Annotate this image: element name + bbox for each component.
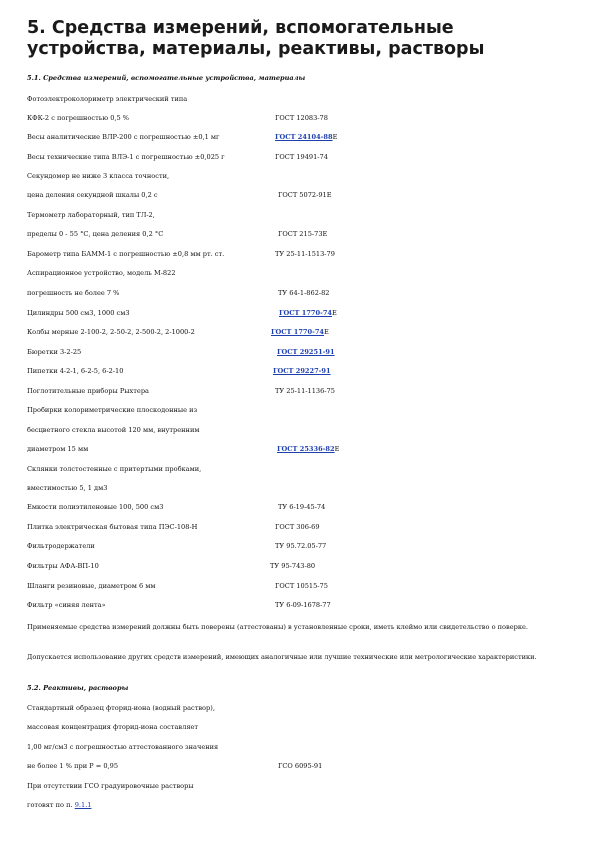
- list-item-text: Плитка электрическая бытовая типа ПЭС-108-Н: [27, 523, 198, 531]
- list-item-text: Термометр лабораторный, тип ТЛ-2,: [27, 211, 155, 219]
- list-item-standard-ref: ГОСТ 215-73Е: [278, 230, 328, 238]
- last-line-text: готовят по п.: [27, 801, 75, 809]
- list-item-standard-ref: ТУ 25-11-1513-79: [275, 250, 335, 258]
- list-item-standard-ref: ГОСТ 306-69: [275, 523, 320, 531]
- list-item-text: Пробирки колориметрические плоскодонные из: [27, 406, 198, 414]
- list-item-text: бесцветного стекла высотой 120 мм, внутренним: [27, 426, 200, 434]
- list-item-text: Шланги резиновые, диаметром 6 мм: [27, 582, 156, 590]
- list-item-text: диаметром 15 мм: [27, 445, 89, 453]
- reagent-item-standard-ref: ГСО 6095-91: [278, 762, 323, 770]
- list-item-text: Колбы мерные 2-100-2, 2-50-2, 2-500-2, 2-1000-2: [27, 328, 195, 336]
- list-item-text: Бюретки 3-2-25: [27, 348, 82, 356]
- standard-link[interactable]: ГОСТ 25336-82: [277, 445, 335, 453]
- list-item-text: цена деления секундной шкалы 0,2 с: [27, 191, 158, 199]
- list-item-standard-ref: ГОСТ 19491-74: [275, 153, 328, 161]
- last-line: [27, 801, 92, 810]
- standard-suffix: Е: [332, 309, 337, 317]
- standard-link[interactable]: ГОСТ 1770-74: [279, 309, 333, 317]
- standard-link[interactable]: ГОСТ 29251-91: [277, 348, 335, 356]
- list-item-text: Склянки толстостенные с притертыми пробками,: [27, 465, 202, 473]
- list-item-text: Фильтродержатели: [27, 542, 95, 550]
- list-item-standard-ref: ГОСТ 5072-91Е: [278, 191, 332, 199]
- list-item-text: Весы аналитические ВЛР-200 с погрешностью ±0,1 мг: [27, 133, 220, 141]
- list-item-text: Пипетки 4-2-1, 6-2-5, 6-2-10: [27, 367, 124, 375]
- list-item-standard-ref[interactable]: [271, 328, 329, 337]
- list-item-text: КФК-2 с погрешностью 0,5 %: [27, 114, 130, 122]
- list-item-text: Фильтр «синяя лента»: [27, 601, 106, 609]
- reagent-item-text: не более 1 % при P = 0,95: [27, 762, 119, 770]
- reagent-item-text: 1,00 мг/см3 с погрешностью аттестованного значения: [27, 743, 219, 751]
- list-item-standard-ref[interactable]: [275, 133, 337, 142]
- standard-suffix: Е: [332, 133, 338, 141]
- list-item-standard-ref[interactable]: [273, 367, 331, 376]
- list-item-text: Секундомер не ниже 3 класса точности,: [27, 172, 170, 180]
- list-item-text: погрешность не более 7 %: [27, 289, 120, 297]
- clause-link[interactable]: 9.1.1: [74, 801, 92, 809]
- standard-link[interactable]: ГОСТ 1770-74: [271, 328, 325, 336]
- list-item-standard-ref: ТУ 64-1-862-82: [278, 289, 330, 297]
- list-item-text: Емкости полиэтиленовые 100, 500 см3: [27, 503, 164, 511]
- list-item-text: Фильтры АФА-ВП-10: [27, 562, 99, 570]
- list-item-standard-ref[interactable]: [279, 309, 337, 318]
- list-item-standard-ref: ТУ 6-09-1678-77: [275, 601, 331, 609]
- list-item-standard-ref: ТУ 95-743-80: [270, 562, 316, 570]
- list-item-text: Весы технические типа ВЛЭ-1 с погрешностью ±0,025 г: [27, 153, 225, 161]
- list-item-standard-ref[interactable]: [277, 348, 335, 357]
- reagent-item-text: массовая концентрация фторид-иона составляет: [27, 723, 199, 731]
- standard-suffix: Е: [334, 445, 340, 453]
- list-item-standard-ref: ТУ 6-19-45-74: [278, 503, 326, 511]
- list-item-text: Цилиндры 500 см3, 1000 см3: [27, 309, 130, 317]
- section-heading-5-1: 5.1. Средства измерений, вспомогательные устройства, материалы: [27, 74, 306, 82]
- standard-link[interactable]: ГОСТ 24104-88: [275, 133, 333, 141]
- verification-paragraph: Применяемые средства измерений должны быть поверены (аттестованы) в установленные сроки, иметь клеймо или свидетельство о поверке.: [27, 623, 528, 631]
- list-item-text: Фотоэлектроколориметр электрический типа: [27, 95, 188, 103]
- list-item-text: пределы 0 - 55 °С, цена деления 0,2 °С: [27, 230, 164, 238]
- standard-suffix: Е: [324, 328, 329, 336]
- list-item-standard-ref[interactable]: [277, 445, 339, 454]
- list-item-standard-ref: ТУ 25-11-1136-75: [275, 387, 335, 395]
- list-item-standard-ref: ГОСТ 12083-78: [275, 114, 328, 122]
- reagent-item-text: Стандартный образец фторид-иона (водный раствор),: [27, 704, 215, 712]
- list-item-standard-ref: ГОСТ 10515-75: [275, 582, 328, 590]
- reagent-item-text: При отсутствии ГСО градуировочные растворы: [27, 782, 194, 790]
- list-item-text: Поглотительные приборы Рыхтера: [27, 387, 149, 395]
- list-item-standard-ref: ТУ 95.72.05-77: [275, 542, 327, 550]
- list-item-text: вместимостью 5, 1 дм3: [27, 484, 108, 492]
- alternatives-paragraph: Допускается использование других средств измерений, имеющих аналогичные или лучшие технические или метрологические характеристики.: [27, 653, 537, 661]
- section-heading-5-2: 5.2. Реактивы, растворы: [27, 684, 129, 692]
- page-title: 5. Средства измерений, вспомогательные устройства, материалы, реактивы, растворы: [27, 18, 485, 59]
- list-item-text: Барометр типа БАММ-1 с погрешностью ±0,8 мм рт. ст.: [27, 250, 225, 258]
- list-item-text: Аспирационное устройство, модель М-822: [27, 269, 176, 277]
- standard-link[interactable]: ГОСТ 29227-91: [273, 367, 331, 375]
